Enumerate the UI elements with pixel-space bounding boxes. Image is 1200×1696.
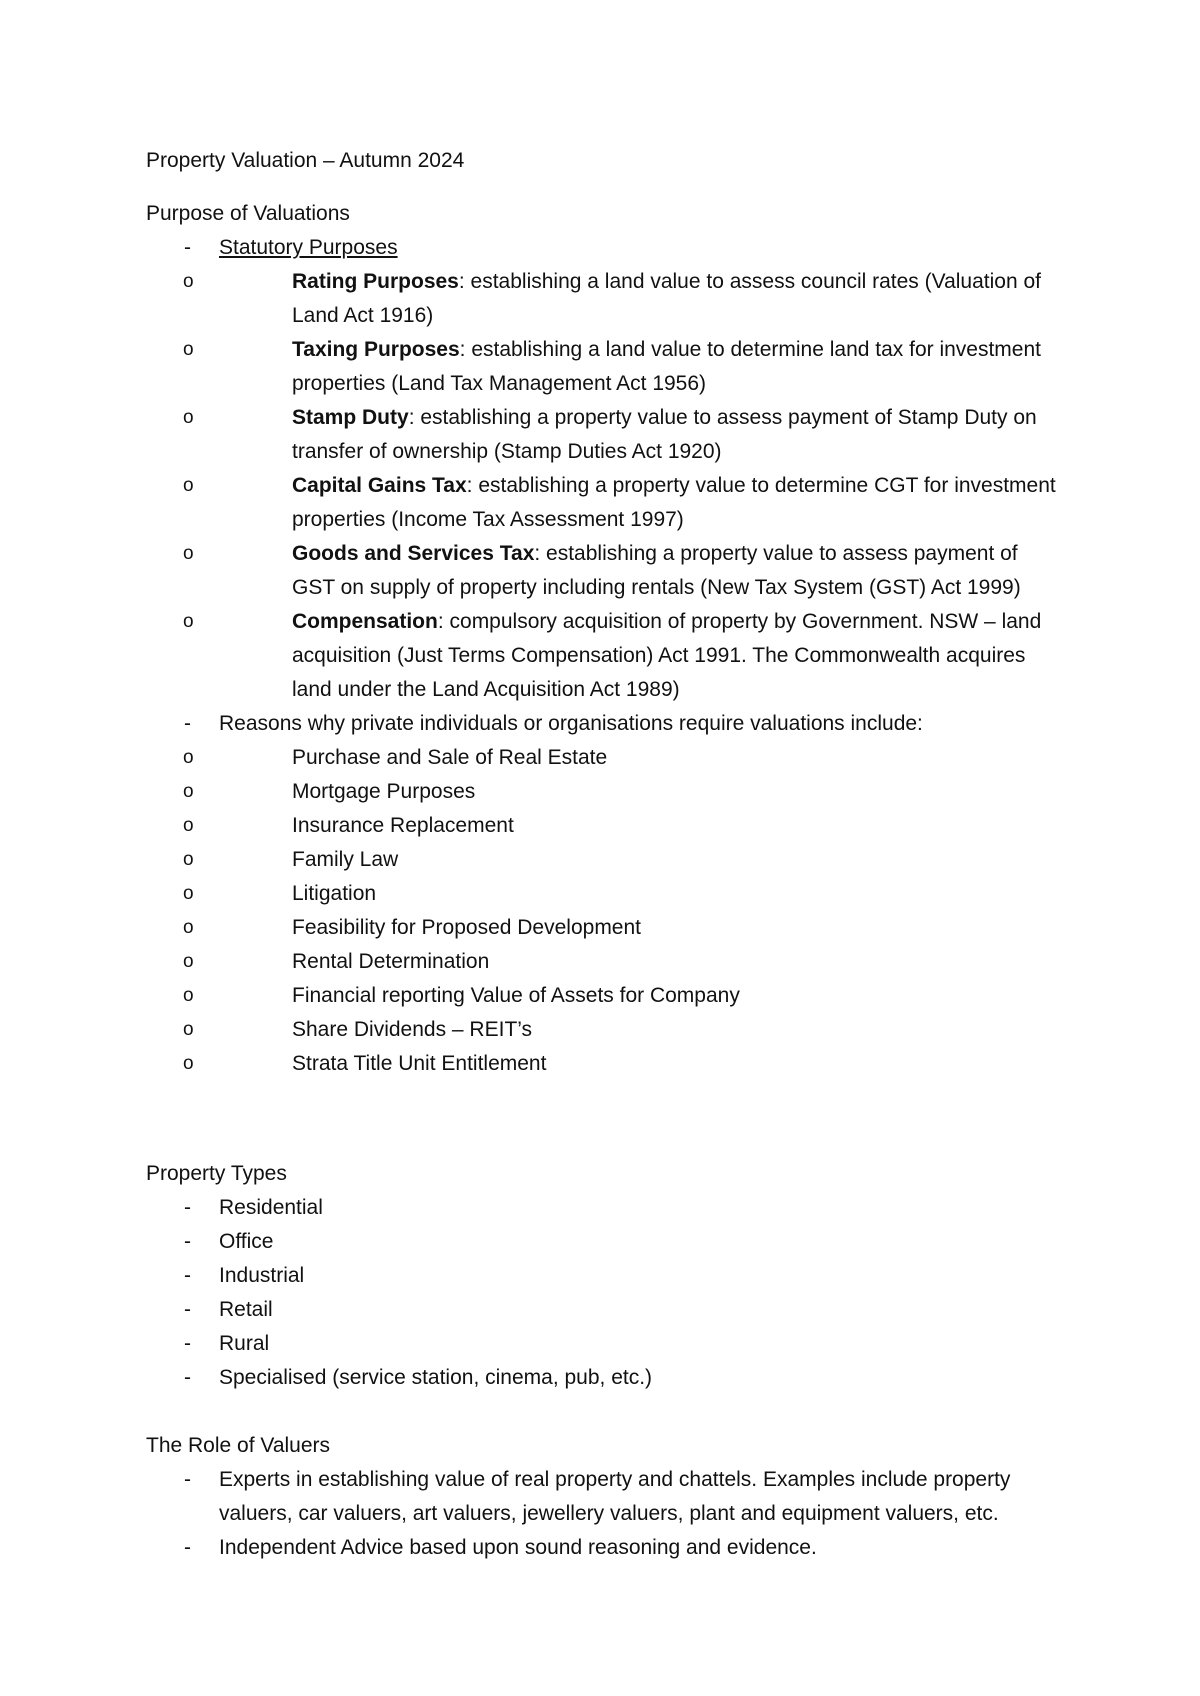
dash-marker: -	[184, 1366, 191, 1389]
item-text: : establishing a property value to assess payment of GST on supply of property including rentals (New Tax System (GST) Act 1999)	[292, 542, 1021, 599]
list-item	[146, 1361, 1086, 1395]
item-text: Insurance Replacement	[292, 814, 514, 837]
section-heading: The Role of Valuers	[146, 1434, 331, 1457]
list-item	[146, 231, 1086, 707]
item-text: : establishing a property value to determine CGT for investment properties (Income Tax Assessment 1997)	[292, 474, 1056, 531]
list-item	[183, 537, 1062, 605]
bullet-marker: o	[183, 985, 194, 1006]
item-text: Residential	[219, 1196, 323, 1219]
item-text: Independent Advice based upon sound reasoning and evidence.	[219, 1536, 817, 1559]
item-text: Rural	[219, 1332, 270, 1355]
item-text: Office	[219, 1230, 274, 1253]
item-term: Taxing Purposes	[292, 338, 460, 361]
section-property-types	[146, 1157, 1086, 1395]
dash-marker: -	[184, 712, 191, 735]
bullet-marker: o	[183, 781, 194, 802]
list-item	[146, 1531, 1086, 1565]
list-item	[183, 401, 1062, 469]
item-text: : compulsory acquisition of property by Government. NSW – land acquisition (Just Terms Compensation) Act 1991. The Commonwealth acquires land under the Land Acquisition Act 1989)	[292, 610, 1042, 701]
dash-marker: -	[184, 1536, 191, 1559]
bullet-marker: o	[183, 883, 194, 904]
dash-marker: -	[184, 1230, 191, 1253]
list-item	[146, 1463, 1086, 1531]
item-text: Industrial	[219, 1264, 305, 1287]
list-item	[183, 945, 1062, 979]
list-item	[183, 265, 1062, 333]
list-item	[183, 469, 1062, 537]
item-text: Mortgage Purposes	[292, 780, 476, 803]
statutory-label: Statutory Purposes	[219, 236, 398, 259]
list-item	[183, 809, 1062, 843]
list-item	[183, 1047, 1062, 1081]
item-text: Share Dividends – REIT’s	[292, 1018, 533, 1041]
private-sublist	[183, 741, 1086, 1081]
item-text: Retail	[219, 1298, 273, 1321]
bullet-marker: o	[183, 611, 194, 632]
bullet-marker: o	[183, 849, 194, 870]
list-item	[146, 1293, 1086, 1327]
dash-marker: -	[184, 236, 191, 259]
item-text: : establishing a land value to assess council rates (Valuation of Land Act 1916)	[292, 270, 1041, 327]
item-term: Stamp Duty	[292, 406, 409, 429]
role-list	[146, 1463, 1086, 1565]
bullet-marker: o	[183, 951, 194, 972]
list-item	[146, 1225, 1086, 1259]
list-item	[183, 979, 1062, 1013]
property-types-list	[146, 1191, 1086, 1395]
bullet-marker: o	[183, 475, 194, 496]
bullet-marker: o	[183, 747, 194, 768]
list-item	[183, 1013, 1062, 1047]
list-item	[183, 877, 1062, 911]
item-term: Compensation	[292, 610, 438, 633]
list-item	[183, 843, 1062, 877]
item-text: Family Law	[292, 848, 399, 871]
bullet-marker: o	[183, 1053, 194, 1074]
private-label: Reasons why private individuals or organisations require valuations include:	[219, 712, 923, 735]
bullet-marker: o	[183, 543, 194, 564]
list-item	[146, 1327, 1086, 1361]
list-item	[183, 333, 1062, 401]
item-text: Specialised (service station, cinema, pub, etc.)	[219, 1366, 653, 1389]
list-item	[146, 707, 1086, 1081]
bullet-marker: o	[183, 407, 194, 428]
list-item	[146, 1191, 1086, 1225]
section-purpose	[146, 197, 1086, 1081]
item-text: Rental Determination	[292, 950, 490, 973]
list-item	[183, 775, 1062, 809]
bullet-marker: o	[183, 271, 194, 292]
dash-marker: -	[184, 1332, 191, 1355]
section-heading: Property Types	[146, 1162, 287, 1185]
item-text: Strata Title Unit Entitlement	[292, 1052, 547, 1075]
dash-marker: -	[184, 1196, 191, 1219]
item-text: Experts in establishing value of real property and chattels. Examples include property valuers, car valuers, art valuers, jewellery valuers, plant and equipment valuers, etc.	[219, 1468, 1011, 1525]
dash-marker: -	[184, 1468, 191, 1491]
item-text: : establishing a property value to assess payment of Stamp Duty on transfer of ownership (Stamp Duties Act 1920)	[292, 406, 1037, 463]
list-item	[183, 605, 1062, 707]
item-text: : establishing a land value to determine land tax for investment properties (Land Tax Management Act 1956)	[292, 338, 1041, 395]
bullet-marker: o	[183, 917, 194, 938]
item-term: Rating Purposes	[292, 270, 459, 293]
item-term: Goods and Services Tax	[292, 542, 535, 565]
dash-marker: -	[184, 1264, 191, 1287]
bullet-marker: o	[183, 339, 194, 360]
dash-marker: -	[184, 1298, 191, 1321]
bullet-marker: o	[183, 1019, 194, 1040]
bullet-marker: o	[183, 815, 194, 836]
section-role-of-valuers	[146, 1429, 1086, 1565]
section-heading: Purpose of Valuations	[146, 202, 350, 225]
item-text: Financial reporting Value of Assets for Company	[292, 984, 740, 1007]
list-item	[183, 741, 1062, 775]
list-item	[146, 1259, 1086, 1293]
item-text: Litigation	[292, 882, 377, 905]
item-term: Capital Gains Tax	[292, 474, 467, 497]
list-item	[183, 911, 1062, 945]
statutory-sublist	[183, 265, 1086, 707]
document-title: Property Valuation – Autumn 2024	[146, 149, 465, 172]
item-text: Purchase and Sale of Real Estate	[292, 746, 608, 769]
item-text: Feasibility for Proposed Development	[292, 916, 642, 939]
purpose-list	[146, 231, 1086, 1081]
